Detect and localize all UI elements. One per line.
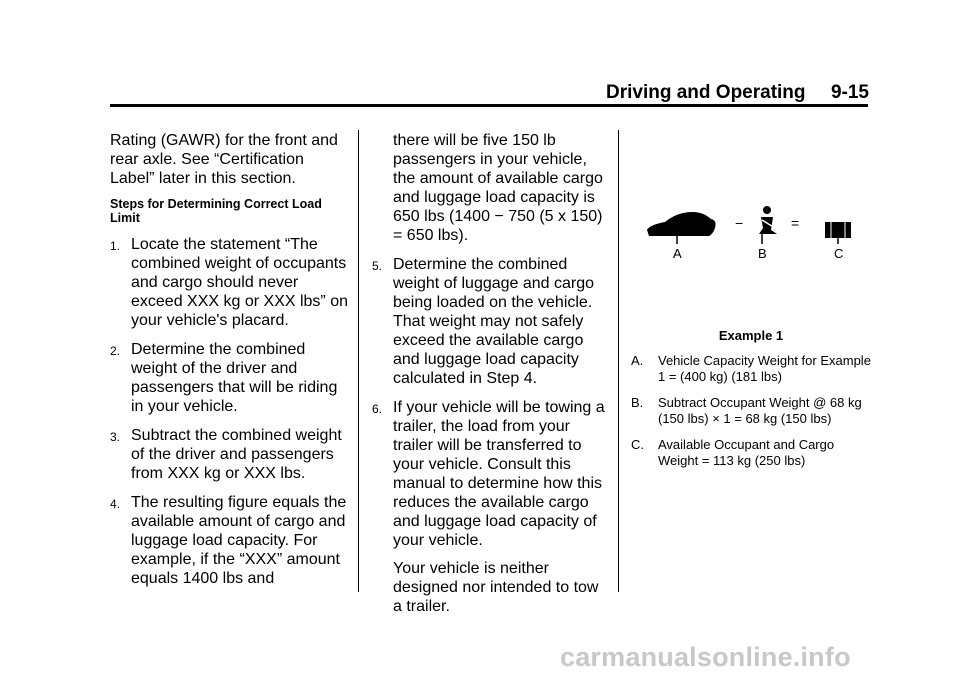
step-text: Determine the combined weight of luggage and cargo being loaded on the vehicle. That weight may not safely exceed the available cargo and luggage load capacity calculated in Step 4. [393, 256, 595, 387]
step-3 [110, 426, 350, 483]
minus-sign: − [735, 215, 744, 231]
subheading: Steps for Determining Correct Load Limit [110, 197, 322, 225]
step-number: 5. [372, 259, 383, 273]
column-divider-1 [358, 130, 359, 592]
figure-label-a: A [673, 246, 682, 261]
step-2 [110, 340, 350, 416]
column-divider-2 [618, 130, 619, 592]
legend-text: Vehicle Capacity Weight for Example 1 = (400 kg) (181 lbs) [658, 353, 871, 384]
step-number: 2. [110, 344, 121, 358]
figure-legend [631, 353, 871, 469]
section-title: Driving and Operating [606, 82, 806, 103]
step-4-continued [372, 131, 607, 245]
step-number: 1. [110, 239, 121, 253]
load-example-figure [631, 200, 871, 260]
step-text: Determine the combined weight of the driver and passengers that will be riding in your vehicle. [131, 341, 338, 415]
watermark: carmanualsonline.info [560, 642, 851, 672]
legend-letter: C. [631, 437, 644, 452]
step-number: 3. [110, 430, 121, 444]
step-text: If your vehicle will be towing a trailer, the load from your trailer will be transferred to your vehicle. Consult this manual to determine how this reduces the available cargo and luggage load capacity of your vehicle. [393, 399, 605, 549]
legend-item-c [631, 437, 871, 469]
step-text: Subtract the combined weight of the driver and passengers from XXX kg or XXX lbs. [131, 427, 342, 482]
step-text: there will be five 150 lb passengers in your vehicle, the amount of available cargo and luggage load capacity is 650 lbs (1400 − 750 (5 x 150) = 650 lbs). [393, 132, 603, 244]
step-text: Locate the statement “The combined weight of occupants and cargo should never exceed XXX kg or XXX lbs” on your vehicle's placard. [131, 236, 348, 329]
equals-sign: = [791, 215, 800, 231]
step-4 [110, 493, 350, 588]
car-icon [647, 212, 716, 244]
header-rule [110, 104, 868, 107]
step-number: 6. [372, 402, 383, 416]
step-5 [372, 255, 607, 388]
cargo-box-icon [825, 222, 851, 244]
load-diagram-svg [631, 200, 871, 244]
step-6 [372, 398, 607, 550]
legend-text: Subtract Occupant Weight @ 68 kg (150 lbs) × 1 = 68 kg (150 lbs) [658, 395, 862, 426]
legend-item-a [631, 353, 871, 385]
column-2 [372, 131, 607, 616]
figure-caption: Example 1 [718, 328, 784, 343]
intro-paragraph: Rating (GAWR) for the front and rear axle. See “Certification Label” later in this section. [110, 132, 338, 187]
figure-label-c: C [834, 246, 844, 261]
column-1 [110, 131, 350, 588]
trailer-note: Your vehicle is neither designed nor intended to tow a trailer. [393, 560, 599, 615]
legend-letter: A. [631, 353, 644, 368]
legend-item-b [631, 395, 871, 427]
legend-text: Available Occupant and Cargo Weight = 113 kg (250 lbs) [658, 437, 835, 468]
step-number: 4. [110, 497, 121, 511]
person-icon [759, 206, 777, 244]
column-3 [631, 200, 871, 469]
step-text: The resulting figure equals the available amount of cargo and luggage load capacity. For example, if the “XXX” amount equals 1400 lbs and [131, 494, 347, 587]
legend-letter: B. [631, 395, 644, 410]
step-1 [110, 235, 350, 330]
page-number: 9-15 [830, 82, 869, 103]
figure-label-b: B [758, 246, 767, 261]
